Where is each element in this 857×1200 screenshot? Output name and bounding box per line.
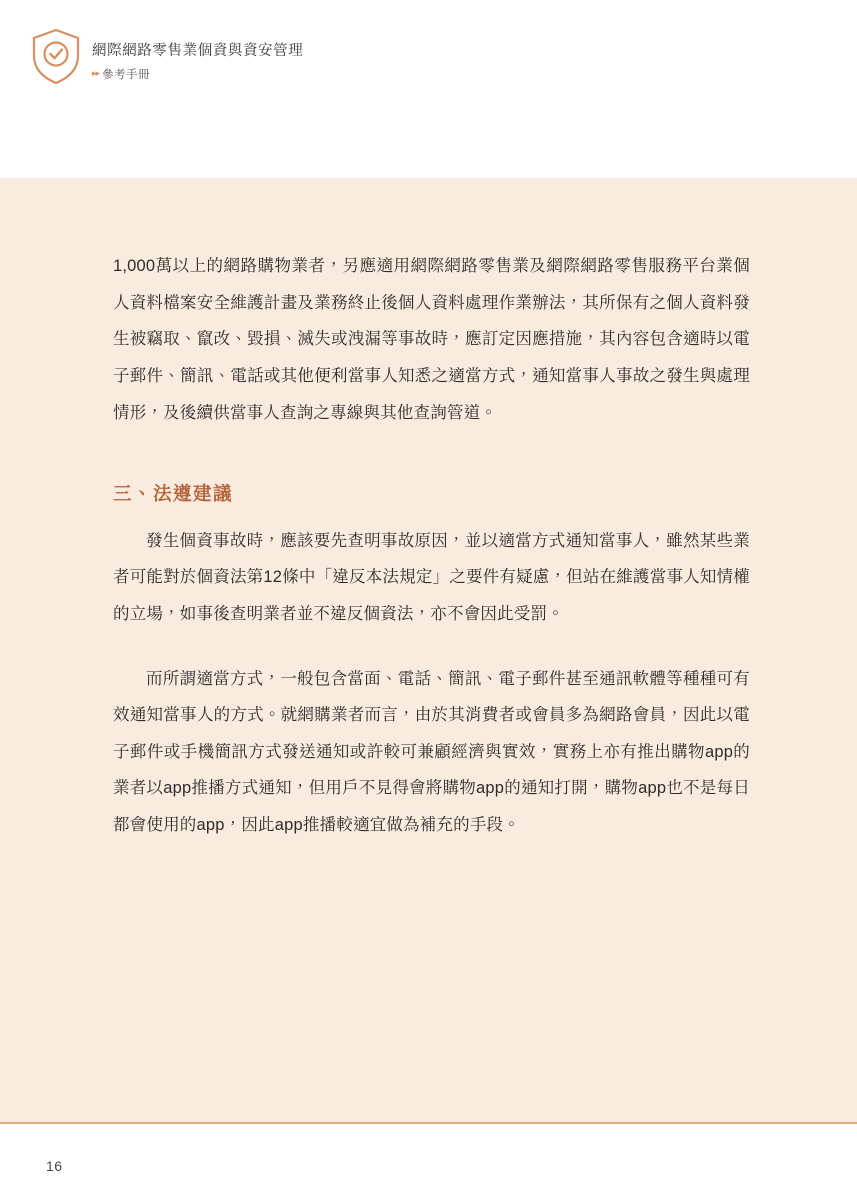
paragraph-first: 發生個資事故時，應該要先查明事故原因，並以適當方式通知當事人，雖然某些業者可能對於個資法第12條中「違反本法規定」之要件有疑慮，但站在維護當事人知情權的立場，如事後查明業者並不違反個資法，亦不會因此受罰。 (113, 531, 750, 623)
content-column (113, 248, 750, 844)
page-header (0, 0, 857, 178)
shield-check-icon (28, 26, 84, 86)
document-title: 網際網路零售業個資與資安管理 (92, 43, 304, 59)
content-panel (0, 178, 857, 1122)
header-subtitle-row (92, 66, 303, 82)
paragraph-continuation: 1,000萬以上的網路購物業者，另應適用網際網路零售業及網際網路零售服務平台業個人資料檔案安全維護計畫及業務終止後個人資料處理作業辦法，其所保有之個人資料發生被竊取、竄改、毀損、滅失或洩漏等事故時，應訂定因應措施，其內容包含適時以電子郵件、簡訊、電話或其他便利當事人知悉之適當方式，通知當事人事故之發生與處理情形，及後續供當事人查詢之專線與其他查詢管道。 (113, 257, 750, 422)
paragraph-second: 而所謂適當方式，一般包含當面、電話、簡訊、電子郵件甚至通訊軟體等種種可有效通知當事人的方式。就網購業者而言，由於其消費者或會員多為網路會員，因此以電子郵件或手機簡訊方式發送通知或許較可兼顧經濟與實效，實務上亦有推出購物app的業者以app推播方式通知，但用戶不見得會將購物app的通知打開，購物app也不是每日都會使用的app，因此app推播較適宜做為補充的手段。 (113, 669, 750, 835)
double-chevron-right-icon: ▸▸ (92, 68, 100, 79)
section-heading: 三、法遵建議 (113, 483, 234, 505)
page-number: 16 (46, 1158, 63, 1174)
header-text-block (92, 26, 303, 82)
page-footer (0, 1124, 857, 1200)
document-subtitle: 參考手冊 (102, 68, 151, 81)
header-branding (28, 26, 303, 86)
paragraph-spacer (113, 633, 750, 661)
